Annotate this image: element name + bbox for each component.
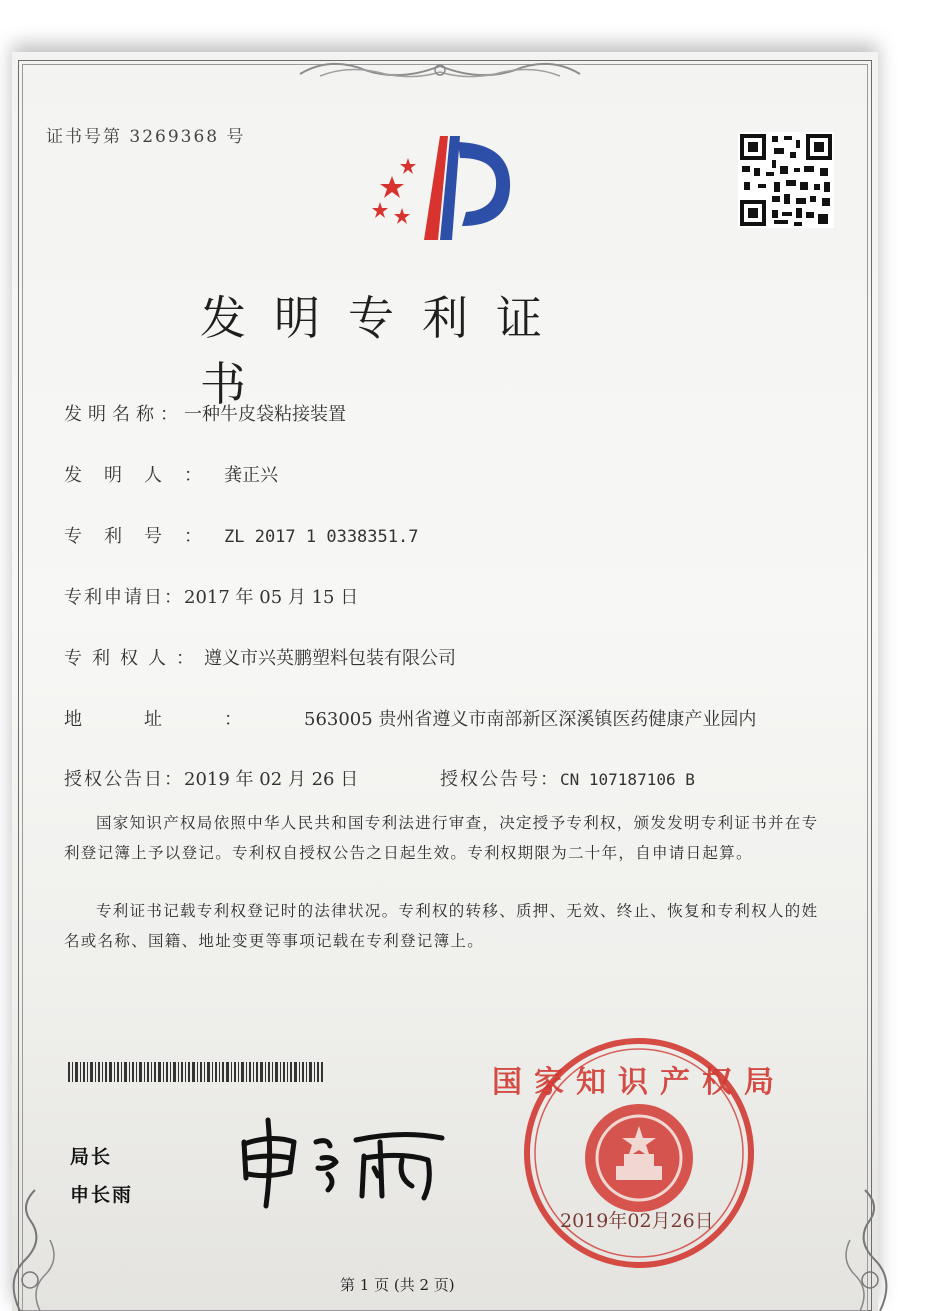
field-label: 专利号： [64, 526, 224, 547]
field-label: 授权公告号： [440, 769, 560, 790]
field-value: 龚正兴 [224, 465, 278, 486]
certificate-title: 发明专利证书 [200, 291, 570, 411]
certificate-number-suffix: 号 [226, 127, 246, 147]
handwritten-signature [232, 1112, 452, 1212]
field-label: 地址： [64, 709, 304, 730]
body-paragraph-1: 国家知识产权局依照中华人民共和国专利法进行审查，决定授予专利权，颁发发明专利证书并在专利登记簿上予以登记。专利权自授权公告之日起生效。专利权期限为二十年，自申请日起算。 [64, 814, 819, 862]
field-label: 专利申请日： [64, 587, 184, 608]
certificate-number [46, 122, 246, 147]
qr-code-icon [738, 132, 834, 228]
ornament-top [290, 56, 590, 84]
field-patentee [64, 644, 456, 670]
director-title: 局长 [70, 1146, 113, 1168]
field-value: 一种牛皮袋粘接装置 [184, 404, 346, 425]
official-seal-icon [492, 1034, 786, 1272]
field-application-date [64, 583, 358, 609]
barcode-icon [68, 1062, 324, 1082]
field-label: 授权公告日： [64, 769, 184, 790]
field-value: 2019 年 02 月 26 日 [184, 769, 359, 790]
field-patent-no [64, 522, 418, 548]
director-name: 申长雨 [70, 1184, 134, 1206]
body-paragraph-2: 专利证书记载专利权登记时的法律状况。专利权的转移、质押、无效、终止、恢复和专利权人的姓名或名称、国籍、地址变更等事项记载在专利登记簿上。 [64, 902, 819, 950]
certificate-number-label: 证书号第 [46, 127, 122, 147]
cnipa-logo-icon [362, 128, 522, 246]
ornament-bottom-left [0, 1180, 80, 1311]
ornament-bottom-right [820, 1180, 900, 1311]
certificate-number-value: 3269368 [129, 127, 220, 147]
field-grant-date [64, 765, 358, 791]
page-indicator: 第 1 页 (共 2 页) [340, 1276, 455, 1294]
seal-org-text: 国家知识产权局 [492, 1065, 786, 1100]
field-value: ZL 2017 1 0338351.7 [224, 527, 419, 547]
field-address [64, 705, 756, 731]
field-value: 563005 贵州省遵义市南部新区深溪镇医药健康产业园内 [304, 709, 757, 730]
field-label: 发明人： [64, 465, 224, 486]
field-inventor [64, 461, 278, 487]
field-value: 遵义市兴英鹏塑料包装有限公司 [204, 648, 456, 669]
seal-date: 2019年02月26日 [560, 1210, 714, 1232]
field-invention-name [64, 400, 346, 426]
field-value: 2017 年 05 月 15 日 [184, 587, 359, 608]
field-value: CN 107187106 B [560, 770, 695, 789]
field-label: 发明名称： [64, 404, 184, 425]
field-grant-no [440, 765, 695, 791]
field-label: 专利权人： [64, 648, 204, 669]
